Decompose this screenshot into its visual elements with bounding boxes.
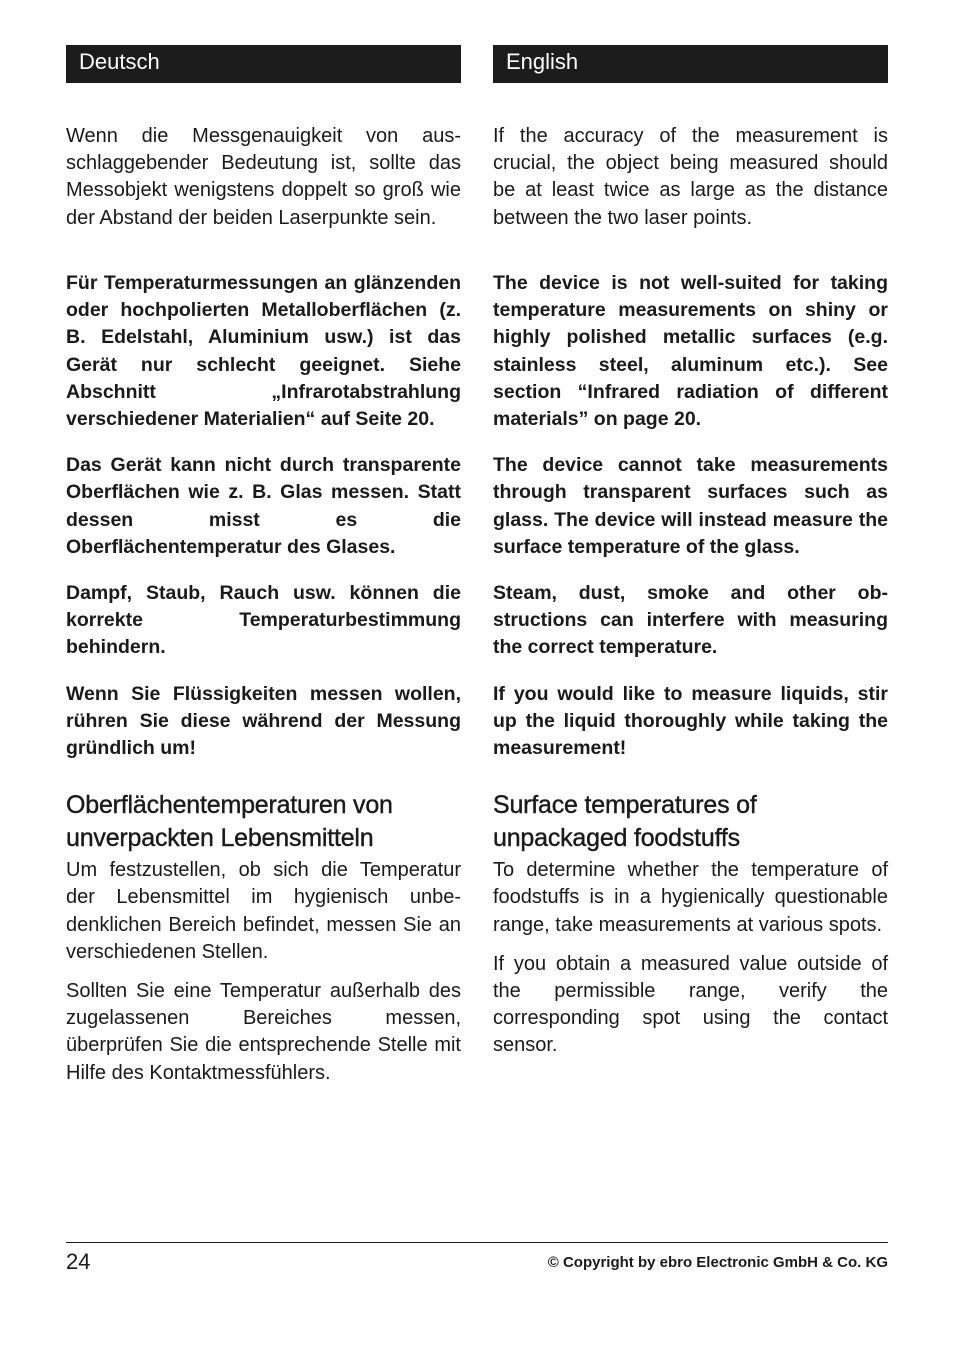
section-heading-de: Oberflächentemperaturen von unverpackten Lebensmitteln <box>66 791 393 853</box>
note-transparent-surfaces-en: The device cannot take measurements through transparent surfaces such as glass. The device will instead measure the surface temperature of the glass. <box>493 454 888 558</box>
note-shiny-surfaces-en: The device is not well-suited for taking temperature measurements on shiny or highly polished metallic surfaces (e.g. stainless steel, aluminum etc.). See section “Infrared radiation of different materials” on page 20. <box>493 272 888 431</box>
body-paragraph-2-en: If you obtain a measured value outside of the permissible range, verify the corresponding spot using the contact sensor. <box>493 952 888 1057</box>
body-paragraph-1-en: To determine whether the temperature of foodstuffs is in a hygienically questionable range, take measurements at various spots. <box>493 859 888 936</box>
language-header-de: Deutsch <box>66 45 461 83</box>
english-column <box>493 45 888 1060</box>
copyright-notice: © Copyright by ebro Electronic GmbH & Co. KG <box>547 1254 888 1271</box>
note-transparent-surfaces-de: Das Gerät kann nicht durch transparente Oberflächen wie z. B. Glas messen. Statt dessen misst es die Oberflächentemperatur des Glases. <box>66 454 461 558</box>
footer-divider <box>66 1242 888 1243</box>
body-paragraph-1-de: Um festzustellen, ob sich die Temperatur der Lebensmittel im hygienisch unbedenklichen Bereich befindet, messen Sie an verschiedenen Stellen. <box>66 859 461 963</box>
german-column <box>66 45 461 1087</box>
note-liquids-de: Wenn Sie Flüssigkeiten messen wollen, rühren Sie diese während der Messung gründlich um! <box>66 682 461 760</box>
section-heading-en: Surface temperatures of unpackaged foodstuffs <box>493 791 757 853</box>
note-shiny-surfaces-de: Für Temperaturmessungen an glänzenden oder hochpolierten Metalloberflächen (z. B. Edelstahl, Aluminium usw.) ist das Gerät nur schlecht geeignet. Siehe Abschnitt „Infrarotabstrahlung verschiedener Materialien“ auf Seite 20. <box>66 272 461 431</box>
note-steam-dust-en: Steam, dust, smoke and other obstructions can interfere with measuring the correct temperature. <box>493 582 888 659</box>
note-liquids-en: If you would like to measure liquids, stir up the liquid thoroughly while taking the measurement! <box>493 682 888 760</box>
note-steam-dust-de: Dampf, Staub, Rauch usw. können die korrekte Temperaturbestimmung behindern. <box>66 582 461 659</box>
intro-paragraph-en: If the accuracy of the measurement is crucial, the object being measured should be at least twice as large as the distance between the two laser points. <box>493 125 888 229</box>
body-paragraph-2-de: Sollten Sie eine Temperatur außerhalb des zugelassenen Bereiches messen, überprüfen Sie die entsprechende Stelle mit Hilfe des Kontaktmessfühlers. <box>66 980 461 1084</box>
intro-paragraph-de: Wenn die Messgenauigkeit von ausschlaggebender Bedeutung ist, sollte das Messobjekt wenigstens doppelt so groß wie der Abstand der beiden Laserpunkte sein. <box>66 125 461 229</box>
language-header-en: English <box>493 45 888 83</box>
page-number: 24 <box>66 1249 91 1274</box>
